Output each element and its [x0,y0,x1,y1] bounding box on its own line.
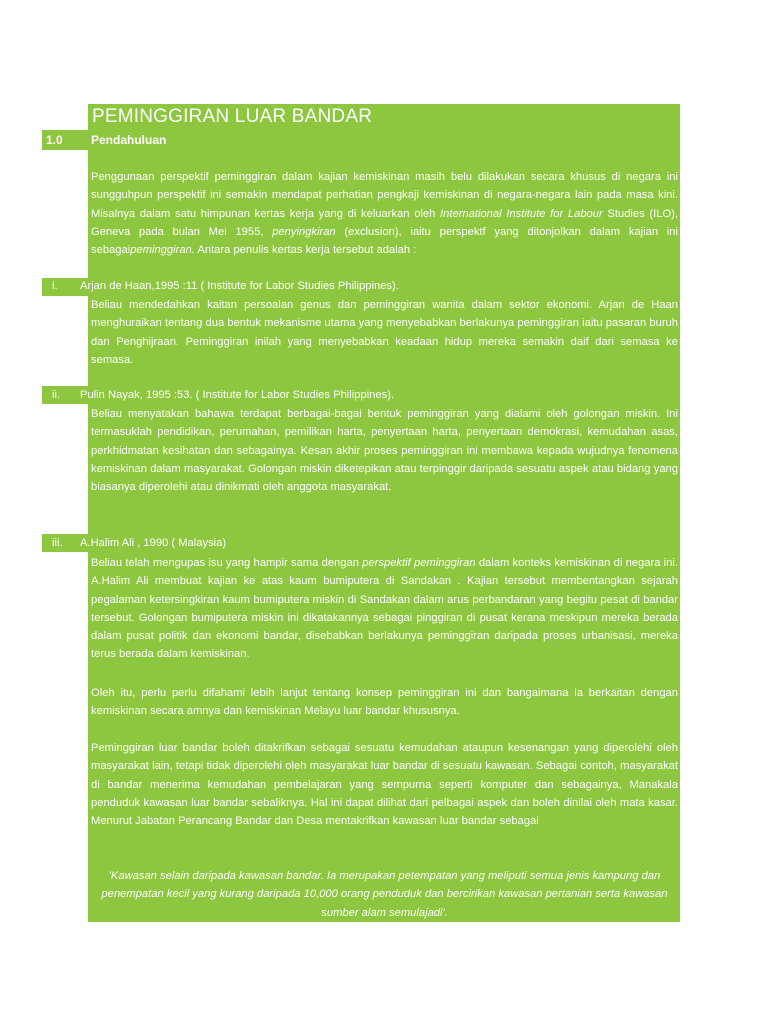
intro-text: Studies (ILO), Geneva pada bulan Mei 1955, [91,207,678,238]
intro-text: (exclusion), iaitu perspektf yang ditonjolkan dalam kajian ini sebagai [91,225,679,257]
item-1-body: Beliau mendedahkan kaitan persoalan genus dan peminggiran wanita dalam sektor ekonomi. Arjan de Haan menghuraikan tentang dua bentuk mekanisme utama yang menyebabkan berlakunya peminggiran iaitu pasaran buruh dan Penghijraan. Peminggiran inilah yang menyebabkan keadaan hidup mereka semakin daif dari semasa ke semasa. [91,299,678,366]
item-2-numeral: ii. [52,389,61,401]
intro-text-italic: International Institute for Labour [440,207,603,220]
item-3-reference: A.Halim Ali , 1990 ( Malaysia) [80,537,227,549]
section-heading: Pendahuluan [91,133,167,147]
intro-paragraph [91,168,678,259]
item-2-body: Beliau menyatakan bahawa terdapat berbagai-bagai bentuk peminggiran yang dialami oleh golongan miskin. Ini termasuklah pendidikan, perumahan, pemilikan harta, penyertaan harta, penyertaan demokrasi, kemudahan asas, perkhidmatan kesihatan dan sebagainya. Kesan akhir proses peminggiran ini membawa kepada wujudnya fenomena kemiskinan dalam masyarakat. Golongan miskin diketepikan atau terpinggir daripada sesuatu aspek atau bidang yang biasanya diperolehi atau dinikmati oleh anggota masyarakat. [91,408,678,494]
intro-text: Antara penulis kertas kerja tersebut adalah : [194,244,417,257]
item-1-numeral: i. [52,280,58,292]
paragraph-3: Peminggiran luar bandar boleh ditakrifkan sebagai sesuatu kemudahan ataupun kesenangan yang diperolehi oleh masyarakat lain, tetapi tidak diperolehi oleh masyarakat luar bandar di sesuatu kawasan. Sebagai contoh, masyarakat di bandar menerima kemudahan pembelajaran yang sempurna seperti komputer dan sebagainya, Manakala penduduk kawasan luar bandar sebaliknya. Hal ini dapat dilihat dari pelbagai aspek dan boleh dinilai oleh mata kasar. Menurut Jabatan Perancang Bandar dan Desa mentakrifkan kawasan luar bandar sebagai [91,742,678,828]
intro-text-italic: penyingkiran [272,225,336,238]
item-3-body [91,554,678,664]
paragraph-2: Oleh itu, perlu perlu difahami lebih lanjut tentang konsep peminggiran ini dan bangaimana ia berkaitan dengan kemiskinan secara amnya dan kemiskinan Melayu luar bandar khususnya. [91,687,678,718]
definition-quote: 'Kawasan selain daripada kawasan bandar. Ia merupakan petempatan yang meliputi semua jenis kampung dan penempatan kecil yang kurang daripada 10,000 orang penduduk dan bercirikan kawasan pertanian serta kawasan sumber alam semulajadi'. [101,870,668,919]
item-3-numeral: iii. [52,537,63,549]
intro-text: Penggunaan perspektif peminggiran dalam kajian kemiskinan masih belu dilakukan secara khusus di negara ini sungguhpun perspektif ini semakin mendapat perhatian pengkaji kemiskinan di negara-negara lain pada masa kini. Misalnya dalam satu himpunan kertas kerja yang di keluarkan oleh [91,171,678,220]
item-3-text: Beliau telah mengupas isu yang hampir sama dengan [91,557,363,569]
section-number: 1.0 [46,133,63,147]
item-1-reference: Arjan de Haan,1995 :11 ( Institute for Labor Studies Philippines). [80,280,399,292]
item-3-text: dalam konteks kemiskinan di negara ini. A.Halim Ali membuat kajian ke atas kaum bumiputera di Sandakan . Kajian tersebut membentangkan sejarah pegalaman ketersingkiran kaum bumiputera miskin di Sandakan dalam arus perbandaran yang begitu pesat di bandar tersebut. Golongan bumiputera miskin ini dikatakannya sebagai pinggiran di pusat kerana meskipun mereka berada dalam pusat politik dan ekonomi bandar, disebabkan berlakunya peminggiran daripada proses urbanisasi, mereka terus berada dalam kemiskinan. [91,557,678,661]
item-2-reference: Pulin Nayak, 1995 :53. ( Institute for Labor Studies Philippines). [80,389,395,401]
item-3-text-italic: perspektif peminggiran [362,557,476,569]
document-title: PEMINGGIRAN LUAR BANDAR [92,106,373,127]
intro-text-italic: peminggiran. [130,244,195,257]
